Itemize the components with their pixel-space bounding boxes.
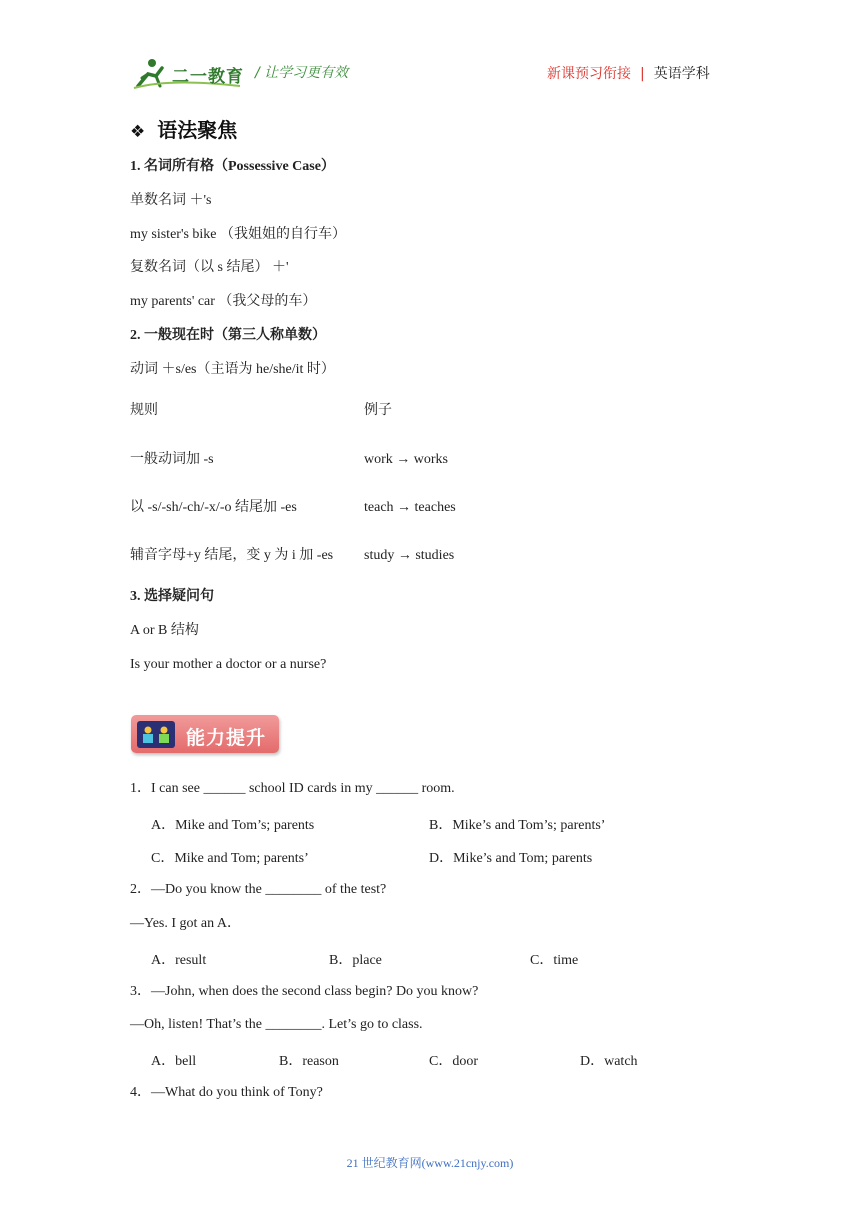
question-stem: 2．—Do you know the ________ of the test?	[130, 882, 387, 897]
header-course-label: 新课预习衔接	[547, 66, 631, 82]
ability-banner-text: 能力提升	[186, 727, 267, 749]
question-option: B．reason	[279, 1054, 339, 1069]
table-cell: study → studies	[364, 548, 455, 563]
grammar-heading-3: 3. 选择疑问句	[130, 589, 214, 604]
header-right	[547, 63, 710, 83]
diamond-bullet-icon: ❖	[130, 122, 146, 142]
grammar-line: my parents' car （我父母的车）	[130, 294, 317, 309]
question-option: A．result	[151, 953, 207, 968]
grammar-heading-2: 2. 一般现在时（第三人称单数）	[130, 328, 326, 343]
section-title-text: 语法聚焦	[157, 118, 238, 142]
question-option: D．Mike’s and Tom; parents	[429, 851, 593, 866]
header-subject-label: 英语学科	[653, 66, 710, 82]
question-stem: 3．—John, when does the second class begin? Do you know?	[130, 984, 479, 999]
grammar-line: A or B 结构	[130, 623, 199, 638]
slogan: / 让学习更有效	[255, 65, 349, 81]
question-reply: —Oh, listen! That’s the ________. Let’s go to class.	[130, 1017, 423, 1032]
question-option: C．Mike and Tom; parents’	[151, 851, 309, 866]
question-option: C．door	[429, 1054, 478, 1069]
question-option: B．Mike’s and Tom’s; parents’	[429, 818, 606, 833]
grammar-line: 动词 ＋s/es（主语为 he/she/it 时）	[130, 362, 335, 377]
people-icon	[137, 721, 175, 748]
question-option: A．bell	[151, 1054, 197, 1069]
section-title	[130, 114, 237, 143]
header-separator: |	[640, 66, 645, 82]
table-cell: 以 -s/-sh/-ch/-x/-o 结尾加 -es	[130, 500, 297, 515]
table-header-example: 例子	[364, 403, 392, 418]
question-option: C．time	[530, 953, 579, 968]
grammar-line: 单数名词 ＋'s	[130, 193, 212, 208]
table-cell: 一般动词加 -s	[130, 452, 214, 467]
question-reply: —Yes. I got an A．	[130, 916, 241, 931]
question-option: D．watch	[580, 1054, 638, 1069]
question-stem: 4．—What do you think of Tony?	[130, 1085, 323, 1100]
table-cell: teach → teaches	[364, 500, 456, 515]
grammar-line: Is your mother a doctor or a nurse?	[130, 657, 327, 672]
footer-source: 21 世纪教育网(www.21cnjy.com)	[346, 1156, 514, 1170]
question-option: A．Mike and Tom’s; parents	[151, 818, 315, 833]
grammar-line: my sister's bike （我姐姐的自行车）	[130, 227, 347, 242]
question-option: B．place	[329, 953, 382, 968]
question-stem: 1．I can see ______ school ID cards in my ______ room.	[130, 781, 455, 796]
table-header-rule: 规则	[130, 403, 158, 418]
table-cell: work → works	[364, 452, 448, 467]
table-cell: 辅音字母+y 结尾，变 y 为 i 加 -es	[130, 548, 334, 563]
grammar-line: 复数名词（以 s 结尾） ＋'	[130, 260, 289, 275]
logo-text: 二一教育	[172, 67, 244, 87]
grammar-heading-1: 1. 名词所有格（Possessive Case）	[130, 159, 335, 174]
